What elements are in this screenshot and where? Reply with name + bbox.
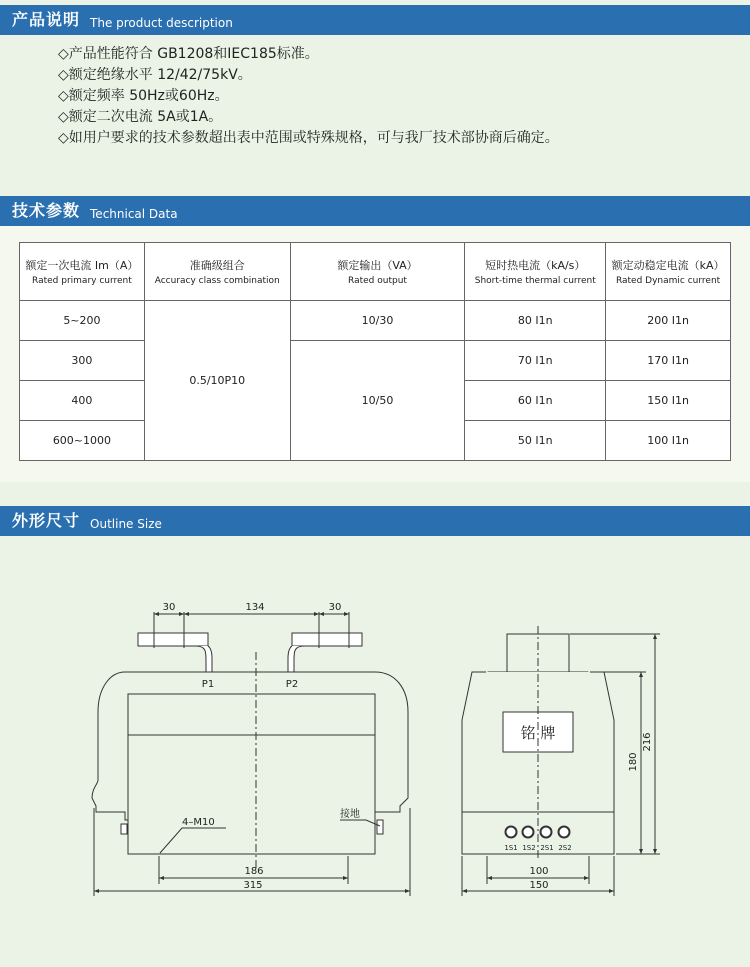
dim-100: 100 xyxy=(529,866,549,877)
description-item: ◇额定绝缘水平 12/42/75kV。 xyxy=(58,67,252,83)
header-dynamic-current: 额定动稳定电流（kA） Rated Dynamic current xyxy=(606,243,731,301)
section-title-cn: 技术参数 xyxy=(12,201,81,220)
label-p2: P2 xyxy=(285,679,299,690)
side-view-base xyxy=(462,672,614,854)
dim-150: 150 xyxy=(529,880,549,891)
description-item: ◇额定二次电流 5A或1A。 xyxy=(58,109,223,125)
header-accuracy-class: 准确级组合 Accuracy class combination xyxy=(144,243,290,301)
dim-30-left: 30 xyxy=(162,602,176,613)
cell-thermal: 80 I1n xyxy=(465,301,606,341)
cell-rated-output: 10/30 xyxy=(290,301,465,341)
cell-primary-current: 300 xyxy=(20,341,145,381)
cell-thermal: 70 I1n xyxy=(465,341,606,381)
terminal-label: 2S1 xyxy=(540,844,554,852)
secondary-terminal-1s2 xyxy=(523,827,534,838)
description-item: ◇额定频率 50Hz或60Hz。 xyxy=(58,88,229,104)
section-header-outline xyxy=(0,506,750,536)
table-row xyxy=(20,301,731,341)
section-title-cn: 产品说明 xyxy=(12,10,81,29)
label-bolt: 4–M10 xyxy=(182,817,215,828)
ground-bolt xyxy=(377,820,383,834)
label-ground: 接地 xyxy=(340,809,360,820)
cell-dynamic: 170 I1n xyxy=(606,341,731,381)
cell-thermal: 50 I1n xyxy=(465,421,606,461)
cell-dynamic: 200 I1n xyxy=(606,301,731,341)
description-list xyxy=(58,44,559,149)
description-item: ◇如用户要求的技术参数超出表中范围或特殊规格，可与我厂技术部协商后确定。 xyxy=(58,130,559,146)
dim-30-right: 30 xyxy=(328,602,342,613)
section-title-en: Outline Size xyxy=(90,517,162,531)
cell-thermal: 60 I1n xyxy=(465,381,606,421)
dim-134: 134 xyxy=(245,602,265,613)
section-header-technical xyxy=(0,196,750,226)
technical-data-table xyxy=(19,242,731,461)
dim-186: 186 xyxy=(244,866,264,877)
primary-terminal-plate-left xyxy=(138,633,208,646)
nameplate-label: 铭 牌 xyxy=(520,724,556,742)
outline-drawing xyxy=(0,536,750,967)
primary-terminal-plate-right xyxy=(292,633,362,646)
transformer-core-block xyxy=(128,694,375,854)
header-rated-output: 额定输出（VA） Rated output xyxy=(290,243,465,301)
section-header-description xyxy=(0,5,750,35)
description-item: ◇产品性能符合 GB1208和IEC185标准。 xyxy=(58,46,319,62)
conductor-left xyxy=(196,646,212,672)
cell-primary-current: 600~1000 xyxy=(20,421,145,461)
dim-180: 180 xyxy=(628,752,639,772)
header-primary-current: 额定一次电流 Im（A） Rated primary current xyxy=(20,243,145,301)
dim-315: 315 xyxy=(243,880,263,891)
secondary-terminal-2s2 xyxy=(559,827,570,838)
dim-216: 216 xyxy=(642,732,653,752)
cell-rated-output: 10/50 xyxy=(290,341,465,461)
label-p1: P1 xyxy=(201,679,215,690)
conductor-right xyxy=(288,646,304,672)
section-title-en: Technical Data xyxy=(90,207,178,221)
table-header-row xyxy=(20,243,731,301)
section-title-cn: 外形尺寸 xyxy=(12,511,81,530)
section-title-en: The product description xyxy=(90,16,233,30)
table-row xyxy=(20,341,731,381)
header-thermal-current: 短时热电流（kA/s） Short-time thermal current xyxy=(465,243,606,301)
terminal-label: 1S1 xyxy=(504,844,518,852)
secondary-terminal-1s1 xyxy=(506,827,517,838)
cell-dynamic: 150 I1n xyxy=(606,381,731,421)
secondary-terminal-2s1 xyxy=(541,827,552,838)
mounting-bolt-left xyxy=(121,824,127,834)
terminal-label: 2S2 xyxy=(558,844,572,852)
cell-dynamic: 100 I1n xyxy=(606,421,731,461)
cell-accuracy: 0.5/10P10 xyxy=(144,301,290,461)
terminal-label: 1S2 xyxy=(522,844,536,852)
cell-primary-current: 400 xyxy=(20,381,145,421)
cell-primary-current: 5~200 xyxy=(20,301,145,341)
